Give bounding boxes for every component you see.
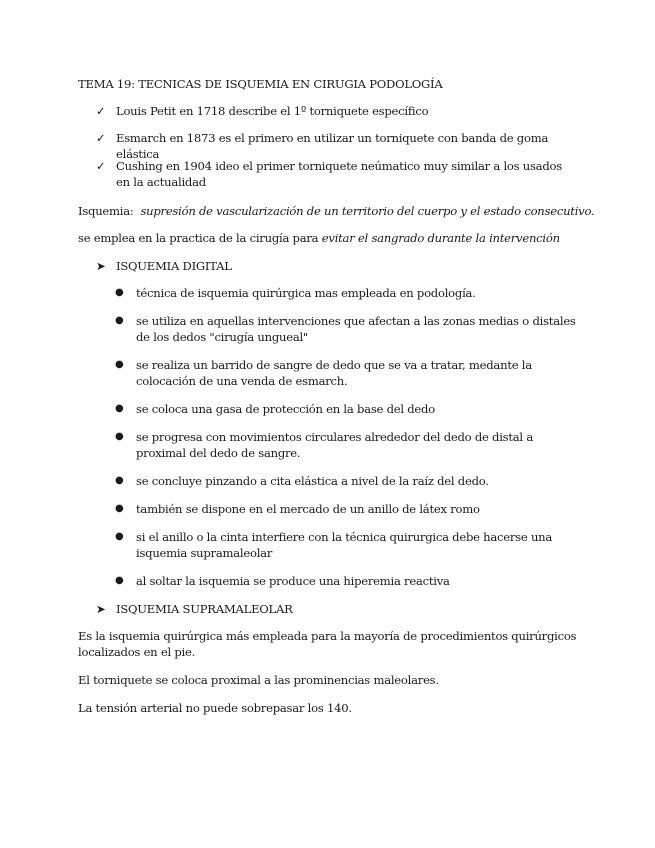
bullet-icon: ● [115, 359, 124, 370]
list-item-text: se utiliza en aquellas intervenciones que afectan a las zonas medias o distales de los dedos "cirugía ungueal" [136, 314, 576, 344]
section-heading-text: ISQUEMIA DIGITAL [116, 259, 232, 273]
list-item-text: también se dispone en el mercado de un anillo de látex romo [136, 502, 480, 516]
list-item-text: se concluye pinzando a cita elástica a nivel de la raíz del dedo. [136, 474, 489, 488]
list-item-text: al soltar la isquemia se produce una hiperemia reactiva [136, 574, 450, 588]
list-item-text: Louis Petit en 1718 describe el 1º torniquete específico [116, 104, 429, 118]
paragraph: El torniquete se coloca proximal a las prominencias maleolares. [78, 673, 439, 687]
arrow-bullet-icon: ➤ [96, 602, 106, 616]
bullet-icon: ● [115, 575, 124, 586]
usage-text: se emplea en la practica de la cirugía para [78, 231, 319, 245]
bullet-icon: ● [115, 475, 124, 486]
checkmark-icon: ✓ [96, 159, 106, 173]
bullet-icon: ● [115, 531, 124, 542]
page-title: TEMA 19: TECNICAS DE ISQUEMIA EN CIRUGIA PODOLOGÍA [78, 77, 443, 91]
section-heading-text: ISQUEMIA SUPRAMALEOLAR [116, 602, 293, 616]
definition-paragraph [78, 203, 595, 219]
bullet-icon: ● [115, 315, 124, 326]
checkmark-icon: ✓ [96, 131, 106, 145]
definition-label: Isquemia: [78, 204, 134, 218]
usage-italic: evitar el sangrado durante la intervención [321, 231, 560, 245]
list-item-text: se realiza un barrido de sangre de dedo que se va a tratar, medante la colocación de una venda de esmarch. [136, 358, 532, 388]
list-item-text: técnica de isquemia quirúrgica mas empleada en podología. [136, 286, 476, 300]
bullet-icon: ● [115, 287, 124, 298]
list-item-text: Cushing en 1904 ideo el primer torniquete neúmatico muy similar a los usados en la actualidad [116, 159, 562, 189]
list-item-text: se coloca una gasa de protección en la base del dedo [136, 402, 435, 416]
list-item-text: Esmarch en 1873 es el primero en utilizar un torniquete con banda de goma elástica [116, 131, 549, 161]
bullet-icon: ● [115, 403, 124, 414]
list-item-text: si el anillo o la cinta interfiere con la técnica quirurgica debe hacerse una isquemia supramaleolar [136, 530, 553, 560]
bullet-icon: ● [115, 503, 124, 514]
list-item-text: se progresa con movimientos circulares alrededor del dedo de distal a proximal del dedo de sangre. [136, 430, 533, 460]
arrow-bullet-icon: ➤ [96, 259, 106, 273]
bullet-icon: ● [115, 431, 124, 442]
paragraph: La tensión arterial no puede sobrepasar los 140. [78, 701, 352, 715]
checkmark-icon: ✓ [96, 104, 106, 118]
usage-paragraph [78, 230, 578, 246]
definition-text: supresión de vascularización de un territorio del cuerpo y el estado consecutivo. [140, 204, 595, 218]
paragraph: Es la isquemia quirúrgica más empleada para la mayoría de procedimientos quirúrgicos localizados en el pie. [78, 629, 577, 659]
